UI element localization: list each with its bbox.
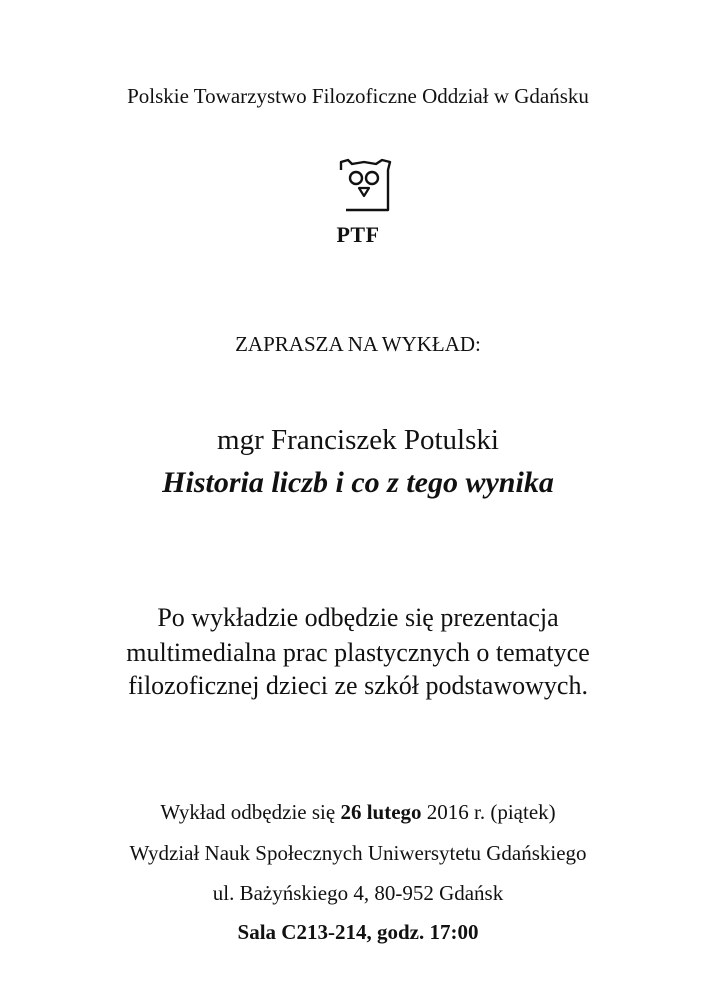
invitation-heading: ZAPRASZA NA WYKŁAD: bbox=[235, 332, 481, 356]
lecture-date bbox=[0, 800, 716, 825]
venue: Wydział Nauk Społecznych Uniwersytetu Gdańskiego bbox=[129, 841, 587, 865]
date-prefix: Wykład odbędzie się bbox=[160, 800, 341, 824]
room-time: Sala C213-214, godz. 17:00 bbox=[237, 920, 479, 944]
address: ul. Bażyńskiego 4, 80-952 Gdańsk bbox=[212, 881, 504, 905]
description-line: Po wykładzie odbędzie się prezentacja bbox=[157, 603, 559, 632]
organization-name: Polskie Towarzystwo Filozoficzne Oddział w Gdańsku bbox=[127, 84, 589, 108]
description-line: filozoficznej dzieci ze szkół podstawowych. bbox=[128, 671, 588, 700]
date-bold: 26 lutego bbox=[340, 800, 422, 824]
owl-logo-icon bbox=[336, 156, 396, 216]
speaker-name: mgr Franciszek Potulski bbox=[217, 424, 499, 456]
lecture-title: Historia liczb i co z tego wynika bbox=[162, 466, 554, 499]
description-line: multimedialna prac plastycznych o tematyce bbox=[126, 638, 590, 667]
logo-text: PTF bbox=[336, 222, 380, 247]
date-suffix: 2016 r. (piątek) bbox=[421, 800, 556, 824]
